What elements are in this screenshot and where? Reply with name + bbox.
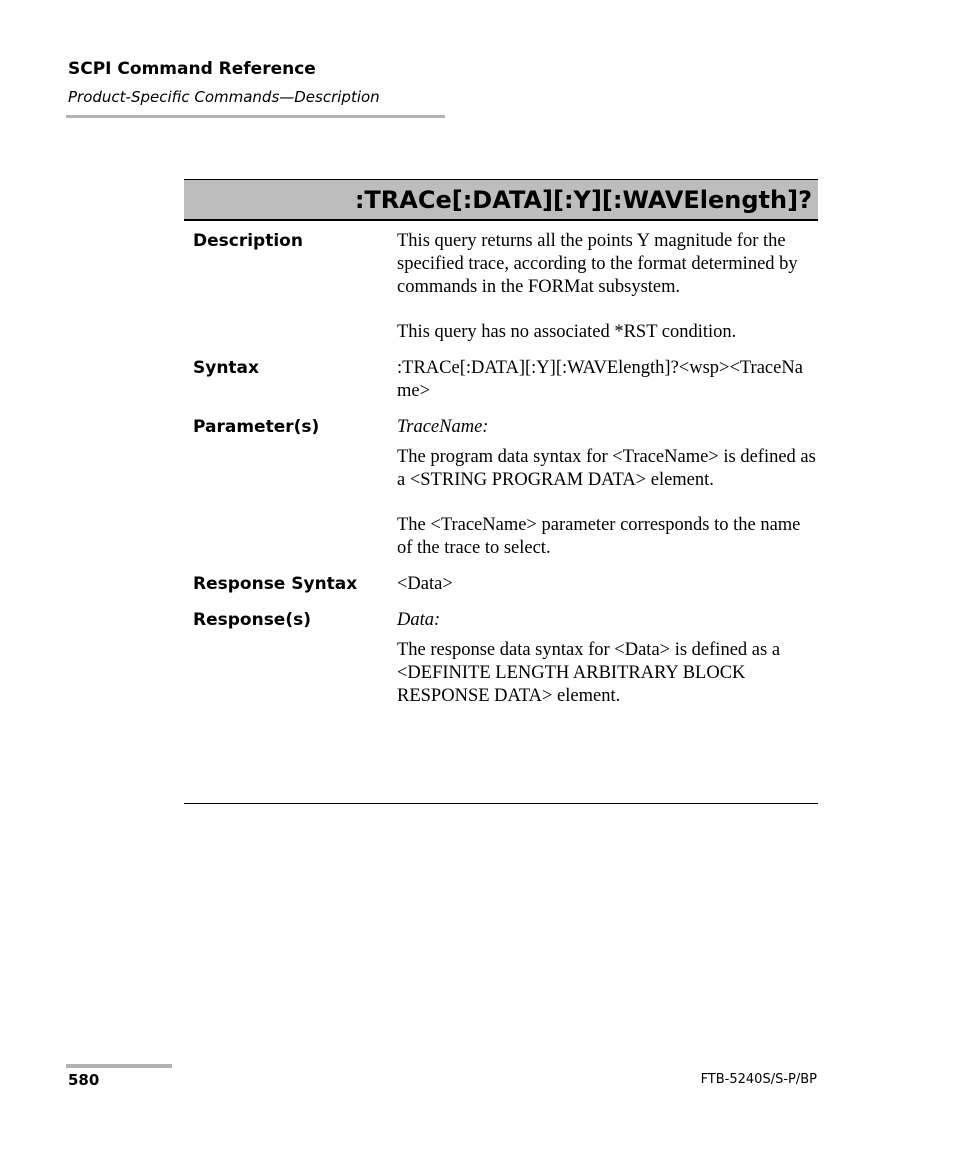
product-code: FTB-5240S/S-P/BP xyxy=(700,1072,817,1087)
syntax-label: Syntax xyxy=(193,358,259,378)
parameters-row xyxy=(193,416,818,560)
description-content xyxy=(397,230,817,344)
command-reference-table xyxy=(193,230,818,721)
response-syntax-label: Response Syntax xyxy=(193,574,358,594)
parameter-name: TraceName: xyxy=(397,417,489,437)
description-paragraph: This query has no associated *RST condition. xyxy=(397,322,737,342)
responses-label: Response(s) xyxy=(193,610,311,630)
parameter-paragraph: The <TraceName> parameter corresponds to the name of the trace to select. xyxy=(397,515,801,558)
syntax-text: :TRACe[:DATA][:Y][:WAVElength]?<wsp><TraceName> xyxy=(397,358,803,401)
responses-row xyxy=(193,609,818,708)
running-header-subtitle: Product-Specific Commands—Description xyxy=(68,88,380,106)
description-label: Description xyxy=(193,231,303,251)
page-number: 580 xyxy=(68,1071,100,1089)
description-paragraph: This query returns all the points Y magnitude for the specified trace, according to the format determined by commands in the FORMat subsystem. xyxy=(397,231,798,297)
parameters-content xyxy=(397,416,817,560)
response-syntax-row xyxy=(193,573,818,596)
response-paragraph: The response data syntax for <Data> is defined as a <DEFINITE LENGTH ARBITRARY BLOCK RESPONSE DATA> element. xyxy=(397,640,781,706)
command-title-bar xyxy=(184,179,818,221)
table-end-divider xyxy=(184,803,818,804)
command-name: :TRACe[:DATA][:Y][:WAVElength]? xyxy=(354,186,812,214)
syntax-row xyxy=(193,357,818,403)
response-name: Data: xyxy=(397,610,441,630)
syntax-content xyxy=(397,357,817,403)
running-header xyxy=(68,58,380,107)
parameters-label: Parameter(s) xyxy=(193,417,320,437)
response-syntax-text: <Data> xyxy=(397,574,453,594)
responses-content xyxy=(397,609,817,708)
parameter-paragraph: The program data syntax for <TraceName> is defined as a <STRING PROGRAM DATA> element. xyxy=(397,447,816,490)
header-divider xyxy=(66,115,445,118)
description-row xyxy=(193,230,818,344)
running-header-title: SCPI Command Reference xyxy=(68,59,316,79)
footer-divider xyxy=(66,1064,172,1068)
response-syntax-content xyxy=(397,573,817,596)
